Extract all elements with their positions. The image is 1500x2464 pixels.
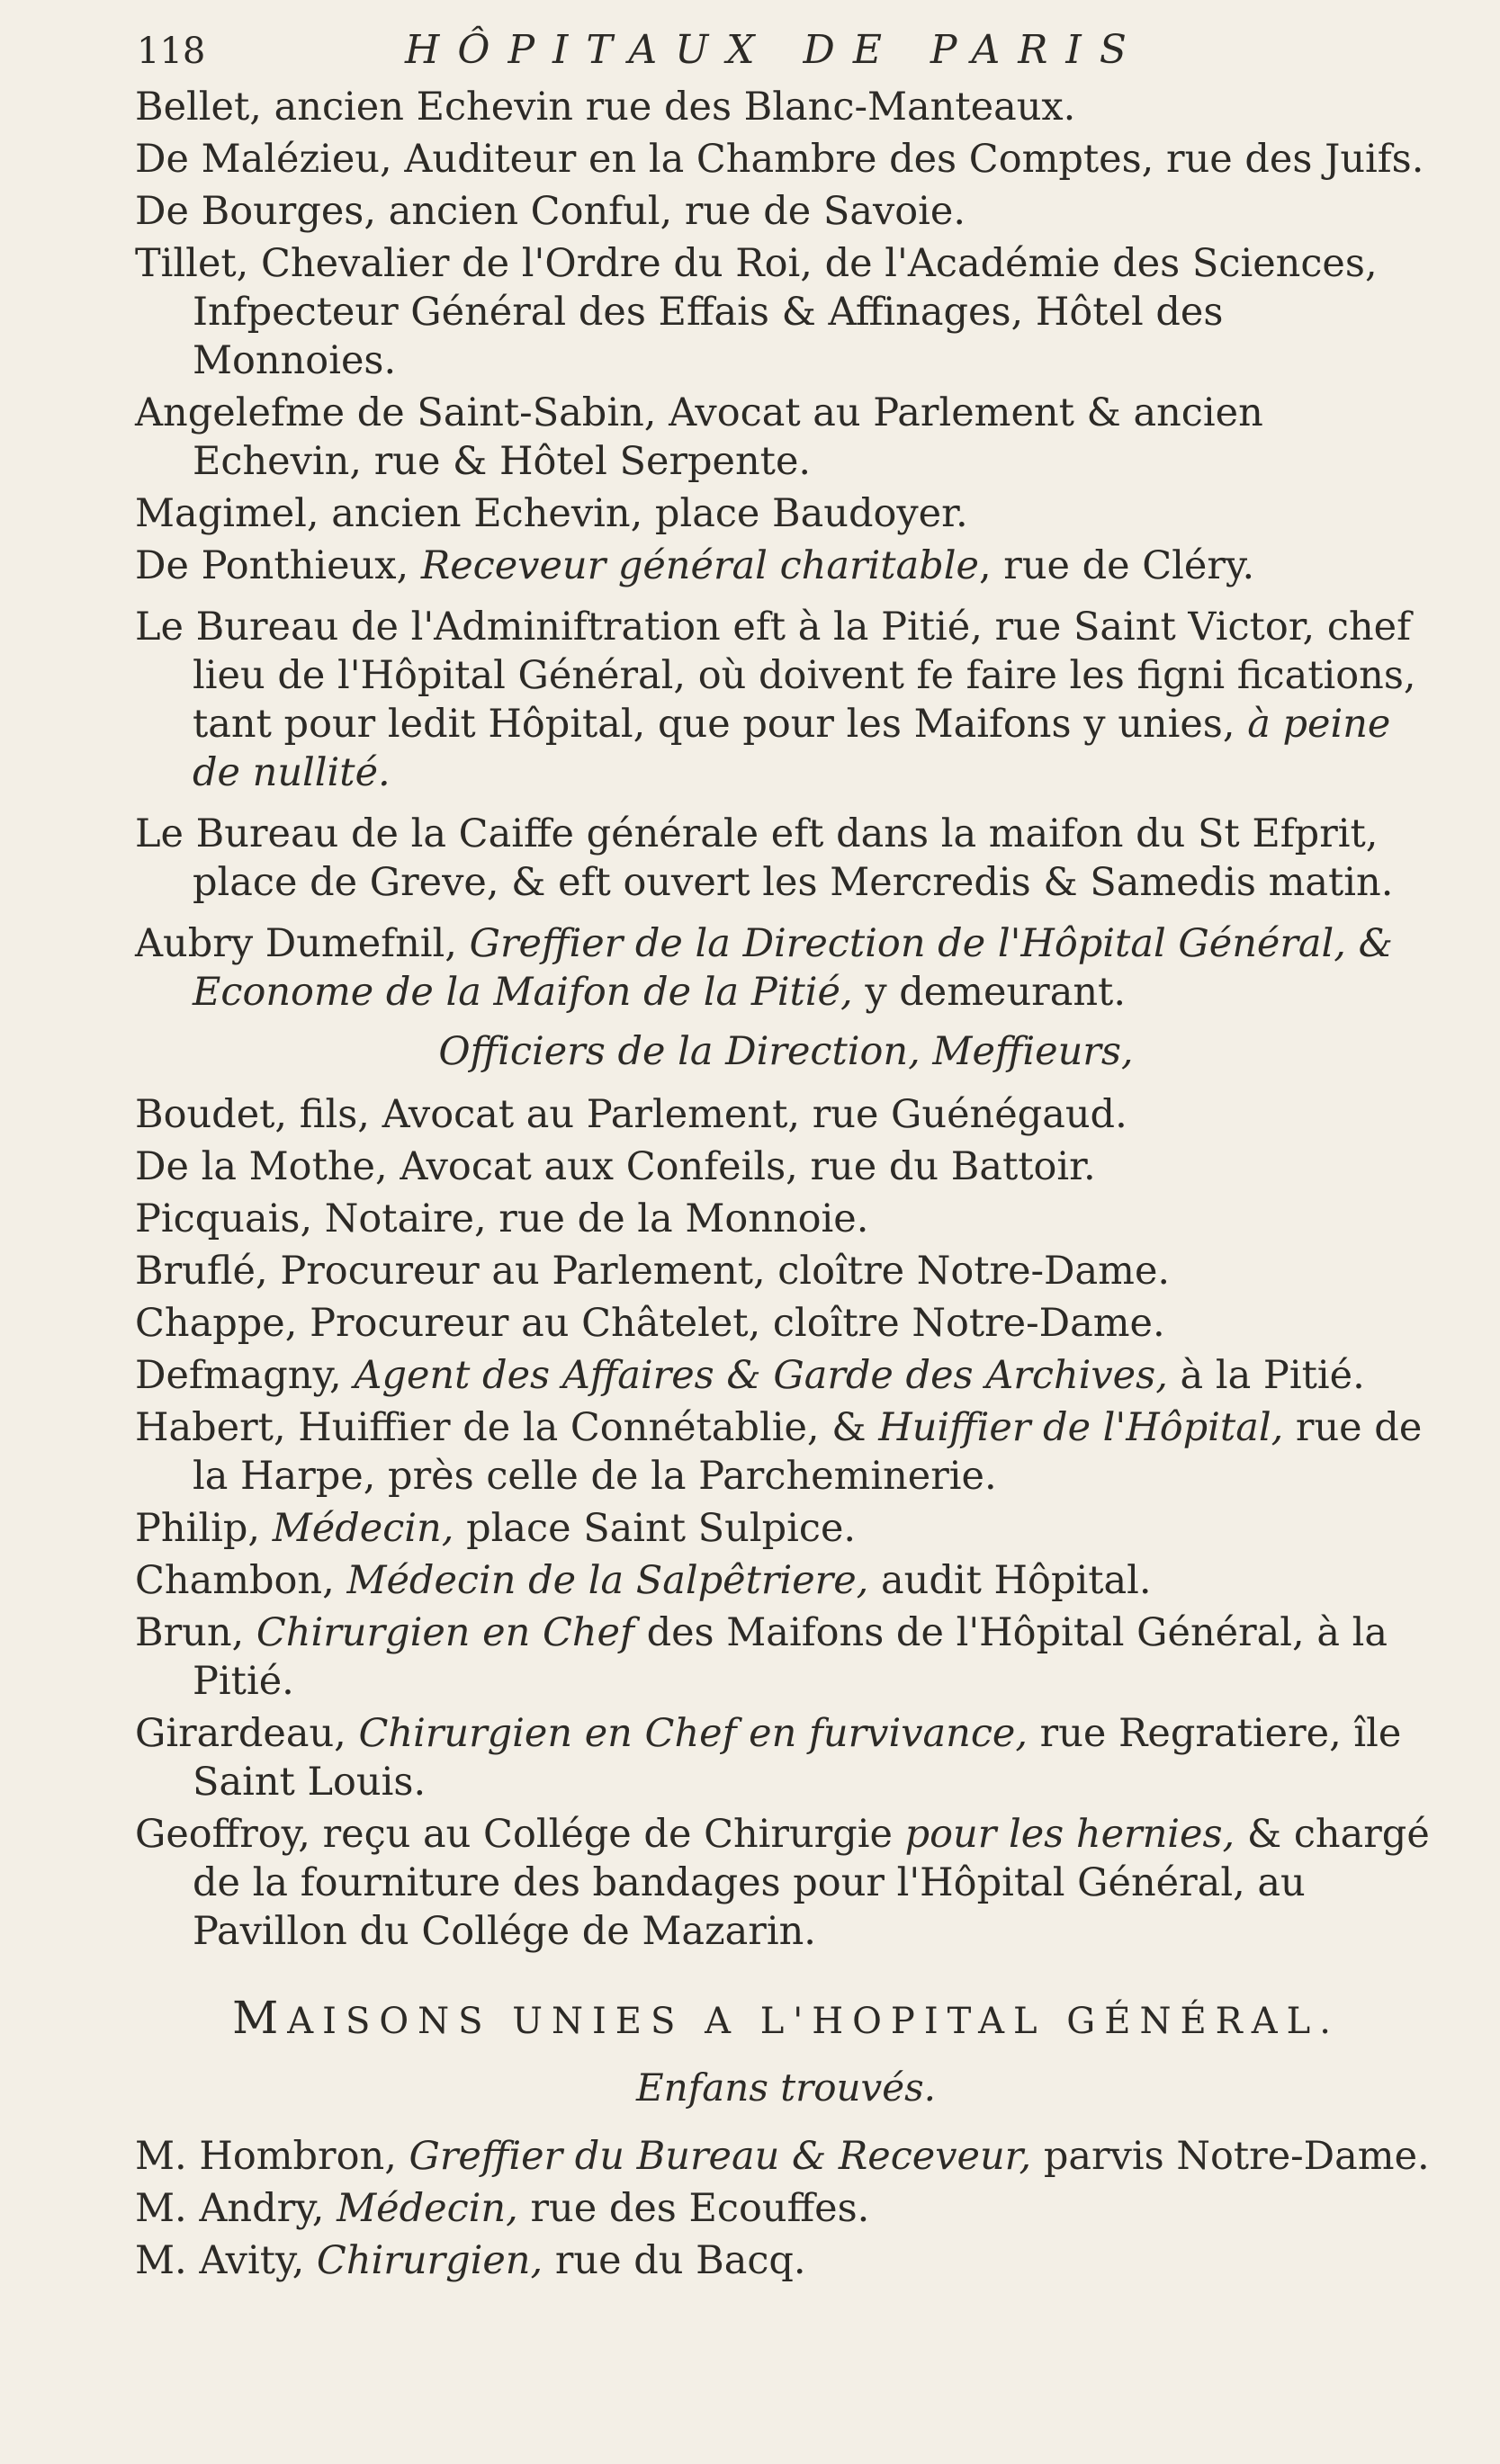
list-item: Boudet, fils, Avocat au Parlement, rue Guénégaud. [135,1092,1127,1137]
entries-list [135,83,1437,2285]
list-item: Chambon, Médecin de la Salpêtriere, audit Hôpital. [135,1558,1152,1603]
list-item: M. Andry, Médecin, rue des Ecouffes. [135,2186,870,2231]
list-item: Picquais, Notaire, rue de la Monnoie. [135,1196,869,1241]
list-item: De Malézieu, Auditeur en la Chambre des Comptes, rue des Juifs. [135,137,1424,182]
page-number: 118 [137,31,206,72]
list-item: Brun, Chirurgien en Chef des Maifons de l'Hôpital Général, à la Pitié. [135,1610,1388,1704]
list-item: M. Avity, Chirurgien, rue du Bacq. [135,2238,806,2283]
list-item: M. Hombron, Greffier du Bureau & Receveur, parvis Notre-Dame. [135,2134,1430,2179]
list-item: De la Mothe, Avocat aux Confeils, rue du Battoir. [135,1144,1096,1189]
list-item: De Ponthieux, Receveur général charitable, rue de Cléry. [135,543,1255,588]
sub-heading: Enfans trouvés. [635,2065,937,2110]
running-title: HÔPITAUX DE PARIS [405,27,1145,73]
list-item: Chappe, Procureur au Châtelet, cloître Notre-Dame. [135,1301,1165,1346]
list-item: Habert, Huiffier de la Connétablie, & Huiffier de l'Hôpital, rue de la Harpe, près celle de la Parcheminerie. [135,1405,1423,1499]
list-item: Bruflé, Procureur au Parlement, cloître Notre-Dame. [135,1249,1171,1294]
list-item: Defmagny, Agent des Affaires & Garde des Archives, à la Pitié. [135,1353,1365,1398]
list-item: Angelefme de Saint-Sabin, Avocat au Parlement & ancien Echevin, rue & Hôtel Serpente. [135,390,1263,484]
officers-heading: Officiers de la Direction, Meffieurs, [438,1029,1134,1074]
list-item: De Bourges, ancien Conful, rue de Savoie. [135,189,966,234]
cashier-note: Le Bureau de la Caiffe générale eft dans la maifon du St Efprit, place de Greve, & eft ouvert les Mercredis & Samedis matin. [135,811,1394,905]
administration-note: Le Bureau de l'Adminiftration eft à la Pitié, rue Saint Victor, chef lieu de l'Hôpital Général, où doivent fe faire les figni fications, tant pour ledit Hôpital, que pour les Maifons y unies, à peine de nullité. [135,605,1416,795]
page-header [135,27,1437,83]
list-item: Aubry Dumefnil, Greffier de la Direction de l'Hôpital Général, & Econome de la Maifon de la Pitié, y demeurant. [135,921,1393,1015]
list-item: Philip, Médecin, place Saint Sulpice. [135,1506,857,1551]
list-item: Girardeau, Chirurgien en Chef en furvivance, rue Regratiere, île Saint Louis. [135,1711,1402,1805]
list-item: Bellet, ancien Echevin rue des Blanc-Manteaux. [135,85,1076,130]
section-title: MAISONS UNIES A L'HOPITAL GÉNÉRAL. [232,1992,1340,2044]
list-item: Geoffroy, reçu au Collége de Chirurgie pour les hernies, & chargé de la fourniture des bandages pour l'Hôpital Général, au Pavillon du Collége de Mazarin. [135,1812,1430,1954]
list-item: Tillet, Chevalier de l'Ordre du Roi, de l'Académie des Sciences, Infpecteur Général des Effais & Affinages, Hôtel des Monnoies. [135,241,1378,383]
list-item: Magimel, ancien Echevin, place Baudoyer. [135,491,968,536]
